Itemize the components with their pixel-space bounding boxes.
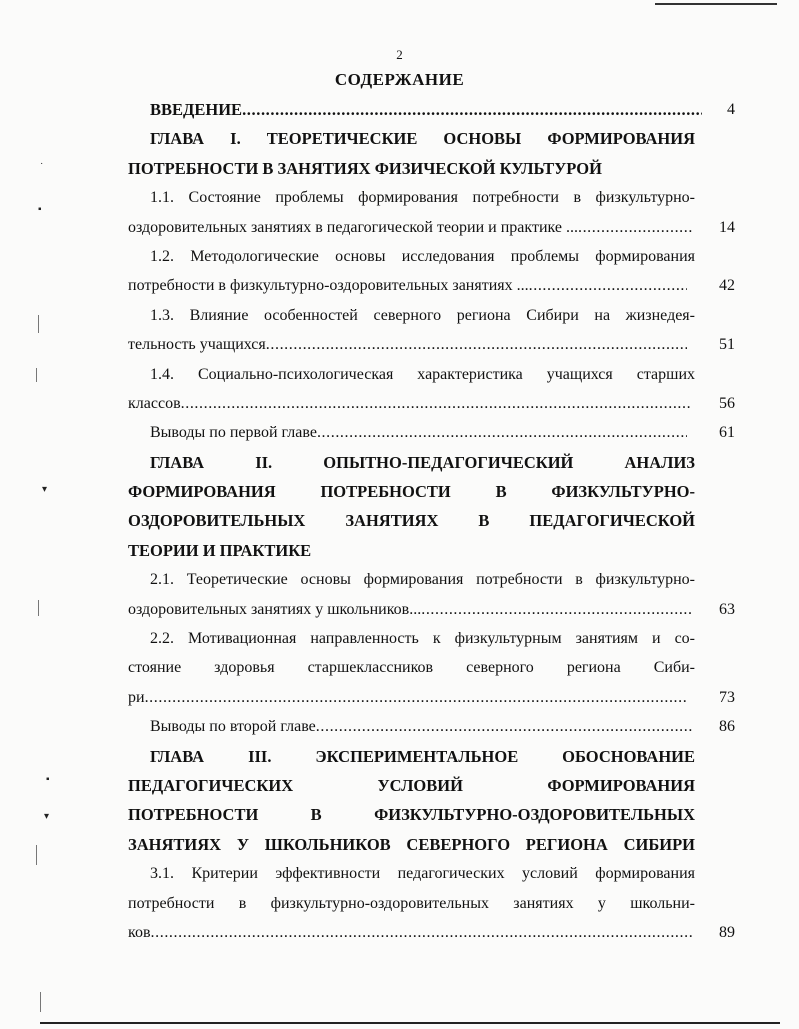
toc-entry-1-2-cont: потребности в физкультурно-оздоровительных занятиях ... ..... 42	[0, 271, 799, 300]
leader-dots	[316, 712, 692, 741]
scan-edge-top	[655, 3, 777, 5]
scan-speck: ▾	[42, 484, 48, 495]
chapter-1-heading-cont: ПОТРЕБНОСТИ В ЗАНЯТИЯХ ФИЗИЧЕСКОЙ КУЛЬТУРОЙ	[128, 158, 602, 178]
toc-entry-1-3-cont: тельность учащихся ..... 51	[0, 330, 799, 359]
leader-dots	[317, 418, 687, 447]
toc-entry-1-4: 1.4. Социально-психологическая характеристика учащихся старших	[150, 365, 695, 383]
toc-entry-1-2: 1.2. Методологические основы исследования проблемы формирования	[150, 247, 695, 265]
toc-page-number: 42	[719, 277, 735, 295]
leader-dots	[421, 595, 692, 624]
toc-entry-chapter-1-conclusion: Выводы по первой главе ..... 61	[0, 418, 799, 447]
toc-entry-1-3: 1.3. Влияние особенностей северного региона Сибири на жизнедея-	[150, 306, 695, 324]
toc-entry-3-1-cont: ков ..... 89	[0, 918, 799, 947]
scan-speck: ˙	[40, 162, 44, 173]
leader-dots	[181, 389, 692, 418]
page-title: СОДЕРЖАНИЕ	[334, 70, 465, 89]
toc-page-number: 14	[719, 218, 735, 236]
chapter-2-heading-cont: ТЕОРИИ И ПРАКТИКЕ	[128, 540, 312, 560]
leader-dots	[529, 271, 687, 300]
toc-entry-introduction	[0, 95, 799, 124]
table-of-contents	[0, 95, 799, 947]
toc-page-number: 56	[719, 394, 735, 412]
chapter-3-heading-cont: ПЕДАГОГИЧЕСКИХ УСЛОВИЙ ФОРМИРОВАНИЯ	[128, 775, 695, 795]
scan-speck: ▪	[38, 204, 42, 215]
toc-page-number: 73	[719, 688, 735, 706]
toc-page-number: 63	[719, 600, 735, 618]
toc-page-number: 4	[727, 101, 735, 118]
leader-dots	[266, 330, 687, 359]
toc-entry-1-4-cont: классов ..... 56	[0, 389, 799, 418]
toc-entry-2-1: 2.1. Теоретические основы формирования потребности в физкультурно-	[150, 571, 695, 589]
toc-entry-3-1-cont: потребности в физкультурно-оздоровительных занятиях у школьни-	[128, 894, 695, 912]
chapter-2-heading: ГЛАВА II. ОПЫТНО-ПЕДАГОГИЧЕСКИЙ АНАЛИЗ	[150, 452, 695, 472]
chapter-1-heading: ГЛАВА I. ТЕОРЕТИЧЕСКИЕ ОСНОВЫ ФОРМИРОВАНИЯ	[150, 129, 695, 149]
toc-entry-chapter-2-conclusion: Выводы по второй главе ..... 86	[0, 712, 799, 741]
toc-page-number: 51	[719, 336, 735, 354]
toc-entry-1-1: 1.1. Состояние проблемы формирования потребности в физкультурно-	[150, 189, 695, 207]
toc-page-number: 86	[719, 718, 735, 736]
scan-speck: ▪	[46, 774, 50, 785]
toc-entry-2-1-cont: оздоровительных занятиях у школьников... ..... 63	[0, 595, 799, 624]
scan-edge-bottom	[40, 1022, 780, 1024]
toc-entry-2-2-cont: стояние здоровья старшеклассников северного региона Сиби-	[128, 659, 695, 677]
toc-entry-1-1-cont: оздоровительных занятиях в педагогической теории и практике ... ..... 14	[0, 213, 799, 242]
leader-dots	[242, 95, 702, 124]
scan-speck: ▾	[44, 811, 50, 822]
chapter-2-heading-cont: ОЗДОРОВИТЕЛЬНЫХ ЗАНЯТИЯХ В ПЕДАГОГИЧЕСКОЙ	[128, 511, 695, 531]
toc-entry-3-1: 3.1. Критерии эффективности педагогических условий формирования	[150, 865, 695, 883]
toc-page-number: 61	[719, 424, 735, 442]
toc-page-number: 89	[719, 923, 735, 941]
chapter-2-heading-cont: ФОРМИРОВАНИЯ ПОТРЕБНОСТИ В ФИЗКУЛЬТУРНО-	[128, 482, 695, 502]
toc-entry-2-2: 2.2. Мотивационная направленность к физкультурным занятиям и со-	[150, 630, 695, 648]
toc-entry-2-2-cont: ри ..... 73	[0, 683, 799, 712]
chapter-3-heading: ГЛАВА III. ЭКСПЕРИМЕНТАЛЬНОЕ ОБОСНОВАНИЕ	[150, 746, 695, 766]
page-number: 2	[396, 47, 403, 62]
leader-dots	[578, 213, 692, 242]
leader-dots	[151, 918, 692, 947]
toc-entry-label: ВВЕДЕНИЕ	[150, 100, 243, 119]
scan-speck	[40, 992, 41, 1012]
chapter-3-heading-cont: ЗАНЯТИЯХ У ШКОЛЬНИКОВ СЕВЕРНОГО РЕГИОНА СИБИРИ	[128, 834, 695, 854]
leader-dots	[145, 683, 687, 712]
chapter-3-heading-cont: ПОТРЕБНОСТИ В ФИЗКУЛЬТУРНО-ОЗДОРОВИТЕЛЬНЫХ	[128, 805, 695, 825]
